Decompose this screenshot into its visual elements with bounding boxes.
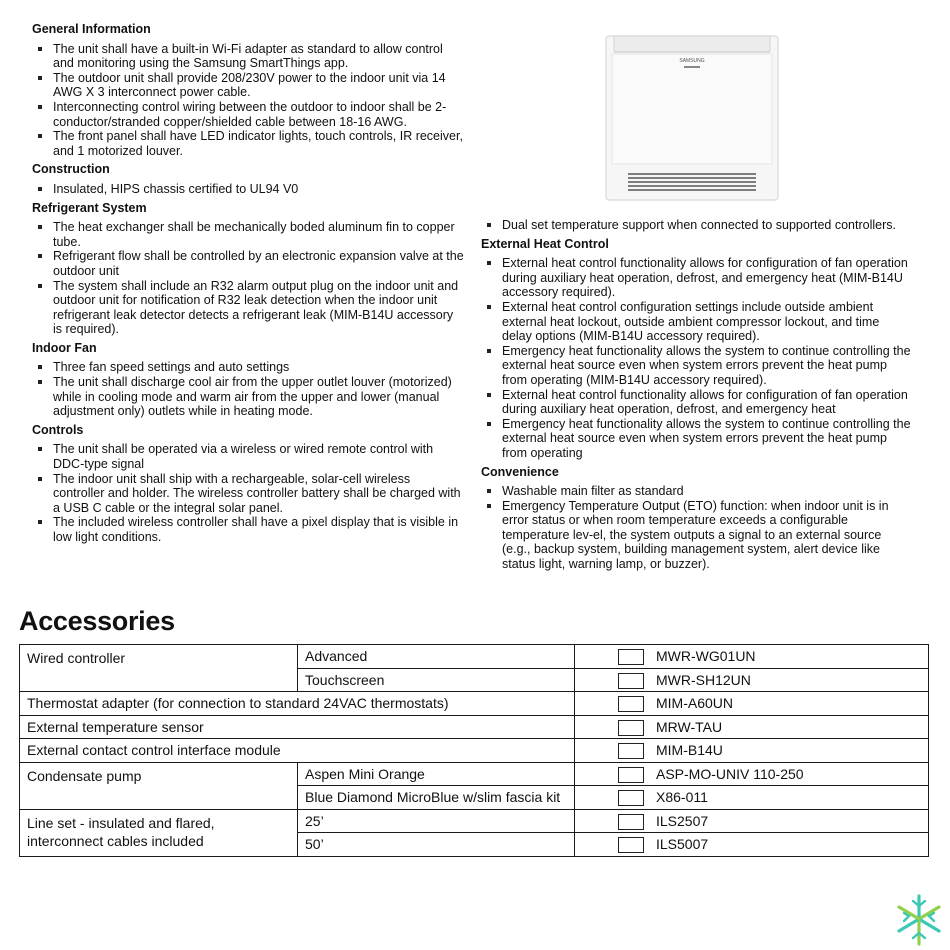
accessory-code: MRW-TAU (656, 718, 723, 735)
accessory-item: External temperature sensor (20, 715, 575, 739)
section-heading: Controls (32, 422, 84, 437)
indoor-unit-image (604, 32, 780, 202)
spec-item: Three fan speed settings and auto settings (32, 360, 464, 375)
spec-item: The outdoor unit shall provide 208/230V power to the indoor unit via 14 AWG X 3 interconnect power cable. (32, 71, 464, 100)
accessory-item: Line set - insulated and flared, interconnect cables included (20, 809, 298, 856)
spec-item: Emergency Temperature Output (ETO) function: when indoor unit is in error status or when room temperature exceeds a configurable temperature lev-el, the system outputs a signal to an external source (e.g., backup system, building management system, alert device like status light, warning lamp, or buzzer). (481, 499, 911, 572)
table-row (20, 739, 929, 763)
spec-item: The unit shall discharge cool air from the upper outlet louver (motorized) while in cooling mode and warm air from the upper and lower (manual adjustment only) outlets while in heating mode. (32, 375, 464, 419)
accessory-code-cell (575, 762, 929, 786)
accessory-code: ILS5007 (656, 836, 709, 853)
accessory-code-cell (575, 786, 929, 810)
table-row (20, 809, 929, 833)
order-checkbox[interactable] (618, 767, 644, 783)
spec-list (32, 360, 464, 418)
spec-item: The unit shall be operated via a wireless or wired remote control with DDC-type signal (32, 442, 464, 471)
accessory-item: Thermostat adapter (for connection to standard 24VAC thermostats) (20, 692, 575, 716)
spec-list (32, 442, 464, 544)
spec-list (481, 484, 911, 572)
accessory-code-cell (575, 715, 929, 739)
order-checkbox[interactable] (618, 837, 644, 853)
section-heading: External Heat Control (481, 236, 609, 251)
accessory-code-cell (575, 692, 929, 716)
table-row (20, 762, 929, 786)
spec-list (481, 256, 911, 460)
accessory-code: ILS2507 (656, 812, 709, 829)
accessory-item: Wired controller (20, 645, 298, 692)
order-checkbox[interactable] (618, 790, 644, 806)
accessory-code: MWR-SH12UN (656, 671, 751, 688)
spec-item: Emergency heat functionality allows the system to continue controlling the external heat source even when system errors prevent the heat pump from operating (MIM-B14U accessory required). (481, 344, 911, 388)
spec-list (481, 218, 911, 233)
accessory-code-cell (575, 645, 929, 669)
table-row (20, 715, 929, 739)
spec-item: The front panel shall have LED indicator lights, touch controls, IR receiver, and 1 motorized louver. (32, 129, 464, 158)
accessory-code: ASP-MO-UNIV 110-250 (656, 765, 804, 782)
section-heading: Indoor Fan (32, 340, 97, 355)
accessory-option: 50’ (298, 833, 575, 857)
accessory-code-cell (575, 833, 929, 857)
accessory-code-cell (575, 668, 929, 692)
spec-item: Refrigerant flow shall be controlled by an electronic expansion valve at the outdoor unit (32, 249, 464, 278)
spec-item: External heat control configuration settings include outside ambient external heat lockout, outside ambient compressor lockout, and time delay options (MIM-B14U accessory required). (481, 300, 911, 344)
spec-list (32, 42, 464, 159)
accessories-title: Accessories (19, 606, 175, 636)
order-checkbox[interactable] (618, 649, 644, 665)
order-checkbox[interactable] (618, 720, 644, 736)
spec-item: Washable main filter as standard (481, 484, 911, 499)
spec-list (32, 220, 464, 337)
spec-item: Interconnecting control wiring between the outdoor to indoor shall be 2-conductor/stranded copper/shielded cable between 18-16 AWG. (32, 100, 464, 129)
section-heading: Refrigerant System (32, 200, 147, 215)
spec-item: Dual set temperature support when connected to supported controllers. (481, 218, 911, 233)
section-heading: Construction (32, 162, 110, 177)
table-row (20, 692, 929, 716)
spec-item: External heat control functionality allows for configuration of fan operation during auxiliary heat operation, defrost, and emergency heat (481, 388, 911, 417)
spec-item: External heat control functionality allows for configuration of fan operation during auxiliary heat operation, defrost, and emergency heat (MIM-B14U accessory required). (481, 256, 911, 300)
order-checkbox[interactable] (618, 696, 644, 712)
accessory-code: X86-011 (656, 789, 708, 806)
accessory-item: Condensate pump (20, 762, 298, 809)
order-checkbox[interactable] (618, 673, 644, 689)
section-heading: Convenience (481, 464, 559, 479)
accessory-option: Blue Diamond MicroBlue w/slim fascia kit (298, 786, 575, 810)
accessory-code: MIM-B14U (656, 742, 723, 759)
spec-list (32, 182, 464, 197)
spec-item: Emergency heat functionality allows the system to continue controlling the external heat source even when system errors prevent the heat pump from operating (481, 417, 911, 461)
order-checkbox[interactable] (618, 743, 644, 759)
spec-item: Insulated, HIPS chassis certified to UL94 V0 (32, 182, 464, 197)
section-heading: General Information (32, 22, 151, 36)
accessory-code-cell (575, 739, 929, 763)
accessory-code: MIM-A60UN (656, 695, 734, 712)
spec-item: The system shall include an R32 alarm output plug on the indoor unit and outdoor unit for notification of R32 leak detection when the indoor unit refrigerant leak detector detects a refrigerant leak (MIM-B14U accessory is required). (32, 279, 464, 337)
spec-item: The heat exchanger shall be mechanically boded aluminum fin to copper tube. (32, 220, 464, 249)
order-checkbox[interactable] (618, 814, 644, 830)
accessory-option: Touchscreen (298, 668, 575, 692)
spec-item: The indoor unit shall ship with a rechargeable, solar-cell wireless controller and holder. The wireless controller battery shall be charged with a USB C cable or the integral solar panel. (32, 472, 464, 516)
spec-left-column (32, 22, 464, 549)
snowflake-logo-icon (892, 892, 946, 946)
spec-item: The included wireless controller shall have a pixel display that is visible in low light conditions. (32, 515, 464, 544)
spec-item: The unit shall have a built-in Wi-Fi adapter as standard to allow control and monitoring using the Samsung SmartThings app. (32, 42, 464, 71)
accessory-option: Advanced (298, 645, 575, 669)
spec-right-column (481, 218, 911, 576)
accessory-item: External contact control interface module (20, 739, 575, 763)
accessory-option: 25’ (298, 809, 575, 833)
accessory-code-cell (575, 809, 929, 833)
accessories-table (19, 644, 929, 857)
accessory-option: Aspen Mini Orange (298, 762, 575, 786)
brand-label: SAMSUNG (679, 58, 705, 64)
table-row (20, 645, 929, 669)
accessory-code: MWR-WG01UN (656, 648, 756, 665)
